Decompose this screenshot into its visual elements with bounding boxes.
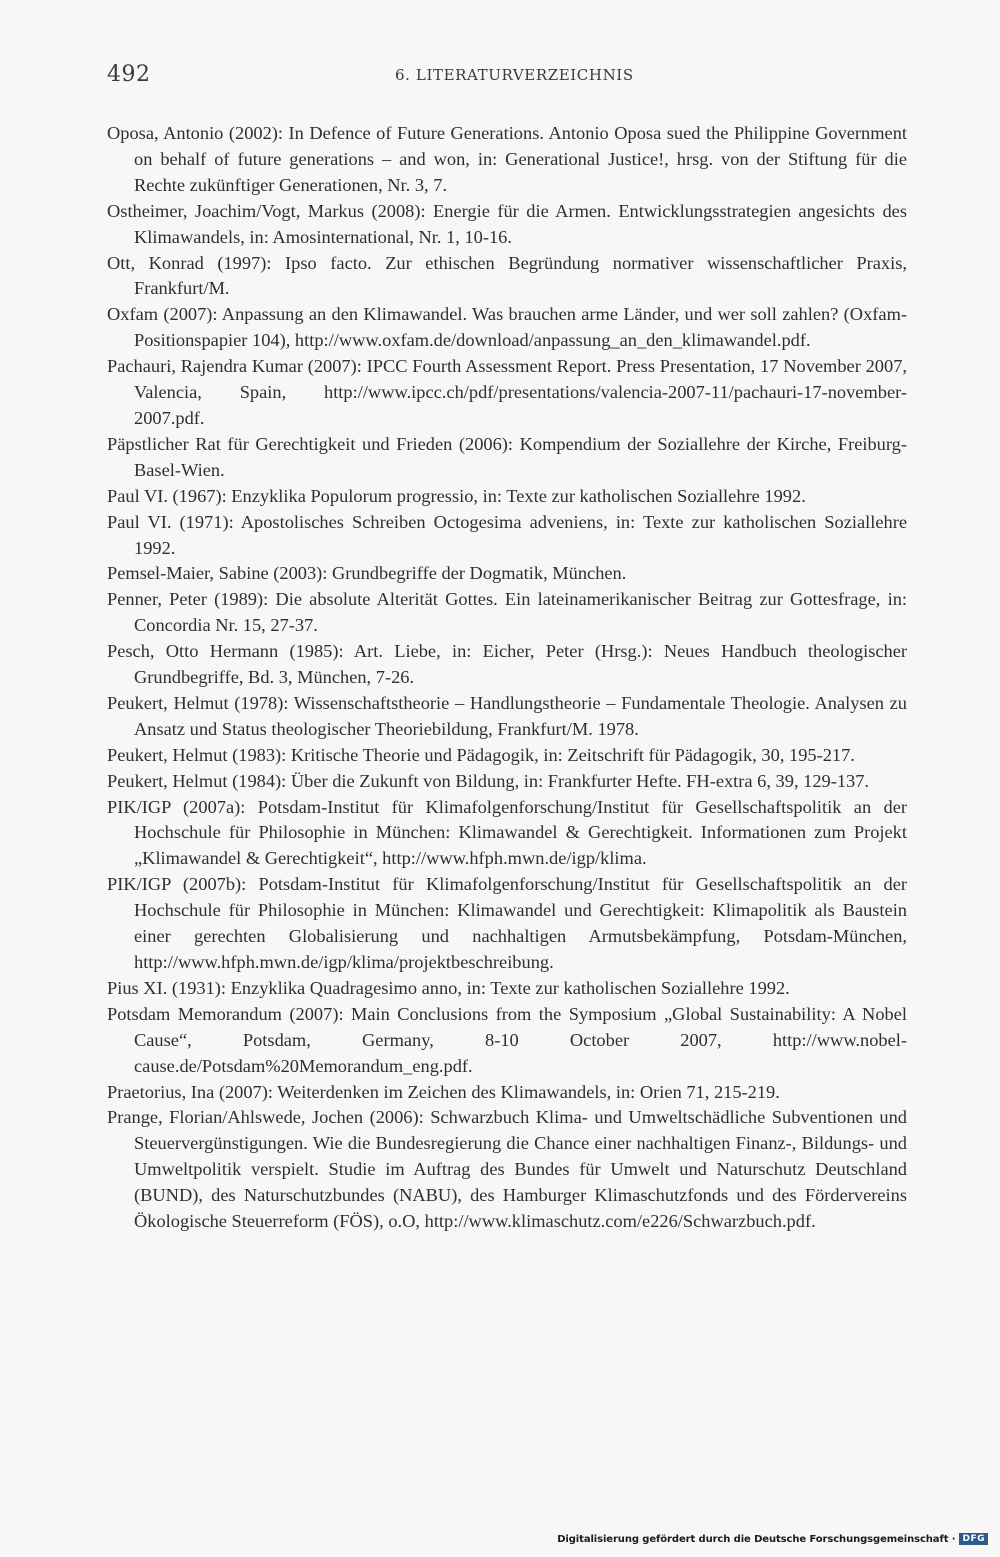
bibliography-entry: Peukert, Helmut (1984): Über die Zukunft von Bildung, in: Frankfurter Hefte. FH-extra 6, 39, 129-137. [107, 770, 870, 791]
bibliography-entry: Potsdam Memorandum (2007): Main Conclusions from the Symposium „Global Sustainability: A Nobel Cause“, Potsdam, Germany, 8-10 October 2007, http://www.​nobel-cause.de/Potsdam%20Memorandum_eng.pdf. [107, 1003, 907, 1076]
bibliography-entry: PIK/IGP (2007b): Potsdam-Institut für Klimafolgenforschung/Institut für Gesellschaftspolitik an der Hochschule für Philosophie in München: Klimawandel und Gerechtigkeit: Klimapolitik als Baustein einer gerechten Globalisierung und nachhaltigen Armutsbekämpfung, Potsdam-München, http://www.hfph.mwn.de/igp/klima/projektbeschreibung. [107, 874, 907, 972]
bibliography-entry: Oposa, Antonio (2002): In Defence of Future Generations. Antonio Oposa sued the Philippine Government on behalf of future generations – and won, in: Generational Justice!, hrsg. von der Stiftung für die Rechte zukünftiger Generationen, Nr. 3, 7. [107, 123, 907, 195]
page-number: 492 [107, 62, 151, 87]
bibliography-entry: Pius XI. (1931): Enzyklika Quadragesimo anno, in: Texte zur katholischen Soziallehre 1992. [107, 977, 790, 998]
bibliography-entry: Peukert, Helmut (1978): Wissenschaftstheorie – Handlungstheorie – Fundamentale Theologie. Analysen zu Ansatz und Status theologischer Theoriebildung, Frankfurt/M. 1978. [107, 692, 907, 739]
bibliography-entry: Pesch, Otto Hermann (1985): Art. Liebe, in: Eicher, Peter (Hrsg.): Neues Handbuch theologischer Grundbegriffe, Bd. 3, München, 7-26. [107, 641, 907, 688]
bibliography-entry: PIK/IGP (2007a): Potsdam-Institut für Klimafolgenforschung/Institut für Gesellschaftspolitik an der Hochschule für Philosophie in München: Klimawandel & Gerechtigkeit. Informationen zum Projekt „Klimawandel & Gerechtigkeit“, http://www.hfph.mwn.de/​igp/klima. [107, 796, 907, 869]
bibliography-entry: Pemsel-Maier, Sabine (2003): Grundbegriffe der Dogmatik, München. [107, 563, 627, 584]
credit-text: Digitalisierung gefördert durch die Deutsche Forschungsgemeinschaft · [557, 1533, 956, 1545]
bibliography-entry: Pachauri, Rajendra Kumar (2007): IPCC Fourth Assessment Report. Press Presentation, 17 November 2007, Valencia, Spain, http://www.ipcc.ch/pdf/presentations/valencia-2007-11/​pachauri-17-november-2007.pdf. [107, 356, 907, 428]
dfg-logo: DFG [959, 1533, 988, 1545]
bibliography-entry: Penner, Peter (1989): Die absolute Alterität Gottes. Ein lateinamerikanischer Beitrag zur Gottesfrage, in: Concordia Nr. 15, 27-37. [107, 589, 907, 636]
bibliography-entry: Praetorius, Ina (2007): Weiterdenken im Zeichen des Klimawandels, in: Orien 71, 215-219. [107, 1081, 780, 1102]
bibliography-entry: Peukert, Helmut (1983): Kritische Theorie und Pädagogik, in: Zeitschrift für Pädagogik, 30, 195-217. [107, 744, 855, 765]
bibliography-entry: Paul VI. (1971): Apostolisches Schreiben Octogesima adveniens, in: Texte zur katholischen Soziallehre 1992. [107, 511, 907, 558]
bibliography-list [107, 121, 907, 1235]
page-header [107, 62, 907, 92]
bibliography-entry: Ostheimer, Joachim/Vogt, Markus (2008): Energie für die Armen. Entwicklungsstrategien angesichts des Klimawandels, in: Amosinternational, Nr. 1, 10-16. [107, 200, 907, 247]
running-head: 6. LITERATURVERZEICHNIS [395, 66, 634, 84]
bibliography-entry: Oxfam (2007): Anpassung an den Klimawandel. Was brauchen arme Länder, und wer soll zahlen? (Oxfam-Positionspapier 104), http://www.oxfam.de/download/anpassung_an_​den_klimawandel.pdf. [107, 304, 907, 351]
bibliography-entry: Päpstlicher Rat für Gerechtigkeit und Frieden (2006): Kompendium der Soziallehre der Kirche, Freiburg-Basel-Wien. [107, 433, 907, 480]
digitization-credit [557, 1533, 988, 1545]
bibliography-entry: Prange, Florian/Ahlswede, Jochen (2006): Schwarzbuch Klima- und Umweltschädliche Subventionen und Steuervergünstigungen. Wie die Bundesregierung die Chance einer nachhaltigen Finanz-, Bildungs- und Umweltpolitik verspielt. Studie im Auftrag des Bundes für Umwelt und Naturschutz Deutschland (BUND), des Naturschutzbundes (NABU), des Hamburger Klimaschutzfonds und des Fördervereins Ökologische Steuerreform (FÖS), o.O, http://www.klimaschutz.com/e226/Schwarzbuch.pdf. [107, 1107, 907, 1232]
bibliography-entry: Paul VI. (1967): Enzyklika Populorum progressio, in: Texte zur katholischen Soziallehre 1992. [107, 485, 806, 506]
bibliography-entry: Ott, Konrad (1997): Ipso facto. Zur ethischen Begründung normativer wissenschaftlicher Praxis, Frankfurt/M. [107, 252, 907, 299]
